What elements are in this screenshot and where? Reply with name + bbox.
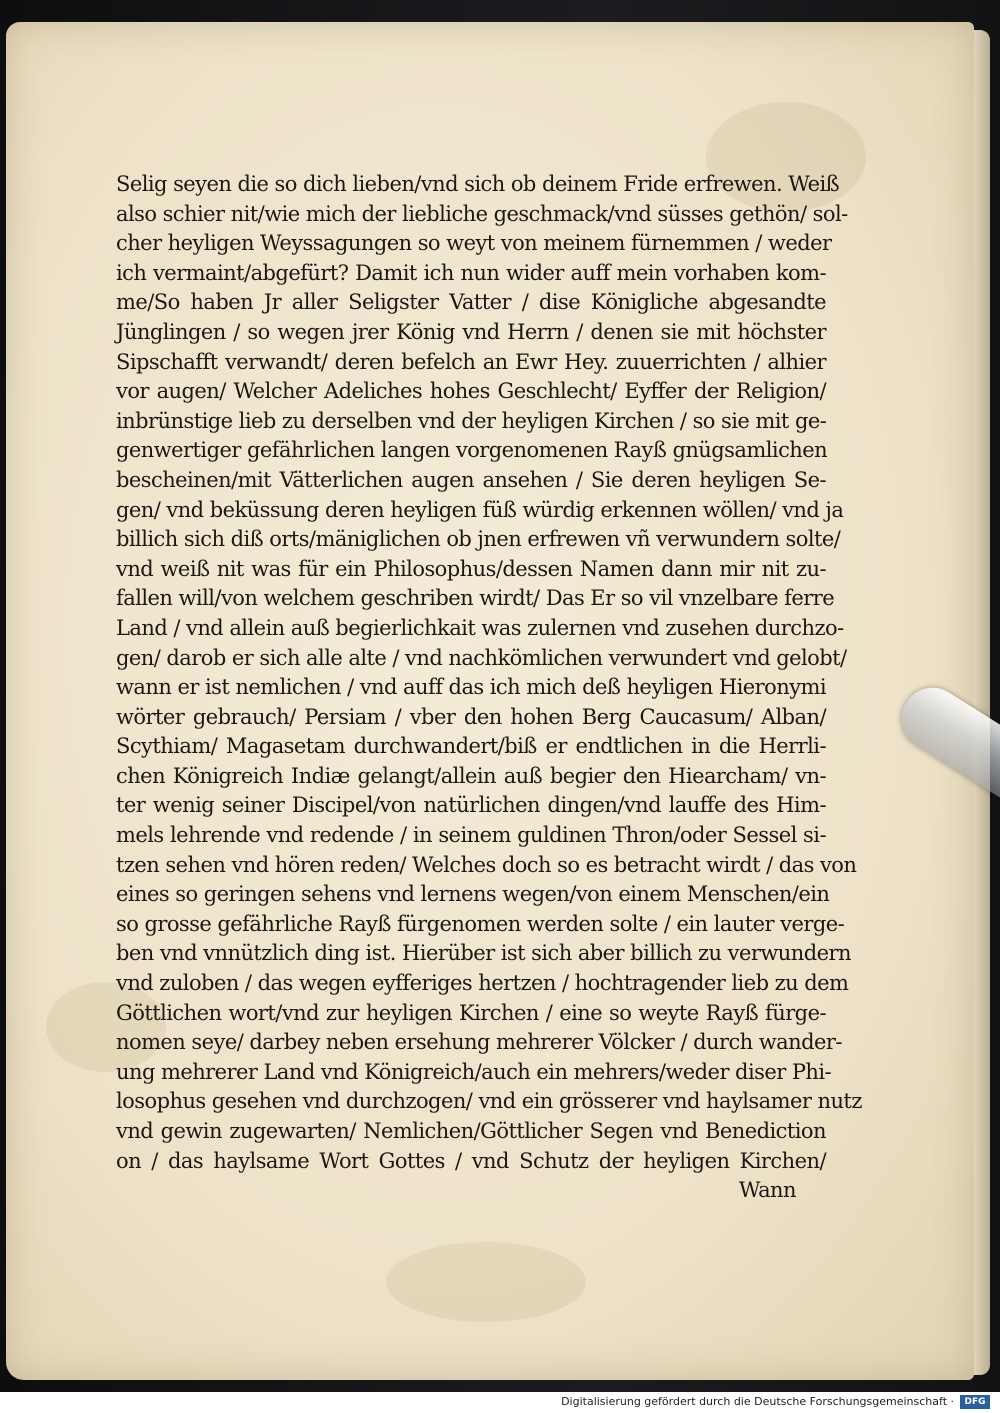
text-line: me/So haben Jr aller Seligster Vatter / dise Königliche abgesandte	[116, 290, 826, 315]
text-line: Land / vnd allein auß begierlichkait was zulernen vnd zusehen durchzo-	[116, 615, 844, 640]
text-line: tzen sehen vnd hören reden/ Welches doch so es betracht wirdt / das von	[116, 852, 857, 877]
text-line: so grosse gefährliche Rayß fürgenomen werden solte / ein lauter verge-	[116, 911, 845, 936]
text-line: gen/ darob er sich alle alte / vnd nachkömlichen verwundert vnd gelobt/	[116, 645, 847, 670]
page-text	[116, 170, 862, 1206]
text-line: Scythiam/ Magasetam durchwandert/biß er endtlichen in die Herrli-	[116, 734, 826, 759]
dfg-logo-icon: DFG	[960, 1395, 990, 1409]
text-line: bescheinen/mit Vätterlichen augen ansehen / Sie deren heyligen Se-	[116, 467, 826, 492]
funding-credit: Digitalisierung gefördert durch die Deutsche Forschungsgemeinschaft ·	[561, 1395, 954, 1408]
text-line: wann er ist nemlichen / vnd auff das ich mich deß heyligen Hieronymi	[116, 675, 827, 700]
text-line: chen Königreich Indiæ gelangt/allein auß begier den Hiearcham/ vn-	[116, 763, 826, 788]
text-line: Sipschafft verwandt/ deren befelch an Ewr Hey. zuuerrichten / alhier	[116, 349, 826, 374]
text-line: cher heyligen Weyssagungen so weyt von meinem fürnemmen / weder	[116, 231, 832, 256]
text-line: wörter gebrauch/ Persiam / vber den hohen Berg Caucasum/ Alban/	[116, 704, 826, 729]
text-line: gen/ vnd beküssung deren heyligen füß würdig erkennen wöllen/ vnd ja	[116, 497, 844, 522]
text-line: genwertiger gefährlichen langen vorgenomenen Rayß gnügsamlichen	[116, 438, 828, 463]
text-line: Jünglingen / so wegen jrer König vnd Herrn / denen sie mit höchster	[116, 319, 826, 344]
text-line: fallen will/von welchem geschriben wirdt/ Das Er so vil vnzelbare ferre	[116, 586, 835, 611]
catchword: Wann	[738, 1178, 796, 1203]
text-line: vor augen/ Welcher Adeliches hohes Geschlecht/ Eyffer der Religion/	[116, 379, 826, 404]
text-line: mels lehrende vnd redende / in seinem guldinen Thron/oder Sessel si-	[116, 823, 826, 848]
text-line: losophus gesehen vnd durchzogen/ vnd ein grösserer vnd haylsamer nutz	[116, 1089, 862, 1114]
text-line: nomen seye/ darbey neben ersehung mehrerer Völcker / durch wander-	[116, 1030, 842, 1055]
text-line: Göttlichen wort/vnd zur heyligen Kirchen / eine so weyte Rayß fürge-	[116, 1000, 826, 1025]
text-line: ich vermaint/abgefürt? Damit ich nun wider auff mein vorhaben kom-	[116, 260, 826, 285]
text-line: also schier nit/wie mich der liebliche geschmack/vnd süsses gethön/ sol-	[116, 201, 848, 226]
text-line: ung mehrerer Land vnd Königreich/auch ein mehrers/weder diser Phi-	[116, 1059, 832, 1084]
footer-bar	[0, 1392, 1000, 1413]
text-line: eines so geringen sehens vnd lernens wegen/von einem Menschen/ein	[116, 882, 830, 907]
text-line: vnd weiß nit was für ein Philosophus/dessen Namen dann mir nit zu-	[116, 556, 826, 581]
text-line: billich sich diß orts/mäniglichen ob jnen erfrewen vñ verwundern solte/	[116, 527, 841, 552]
text-line: inbrünstige lieb zu derselben vnd der heyligen Kirchen / so sie mit ge-	[116, 408, 827, 433]
paper-stain	[386, 1242, 586, 1322]
text-line: on / das haylsame Wort Gottes / vnd Schutz der heyligen Kirchen/	[116, 1148, 826, 1173]
text-line: Selig seyen die so dich lieben/vnd sich ob deinem Fride erfrewen. Weiß	[116, 172, 840, 196]
text-line: vnd zuloben / das wegen eyfferiges hertzen / hochtragender lieb zu dem	[116, 971, 849, 996]
text-line: ben vnd vnnützlich ding ist. Hierüber ist sich aber billich zu verwundern	[116, 941, 851, 966]
text-line: ter wenig seiner Discipel/von natürlichen dingen/vnd lauffe des Him-	[116, 793, 826, 818]
text-line: vnd gewin zugewarten/ Nemlichen/Göttlicher Segen vnd Benediction	[116, 1119, 826, 1143]
